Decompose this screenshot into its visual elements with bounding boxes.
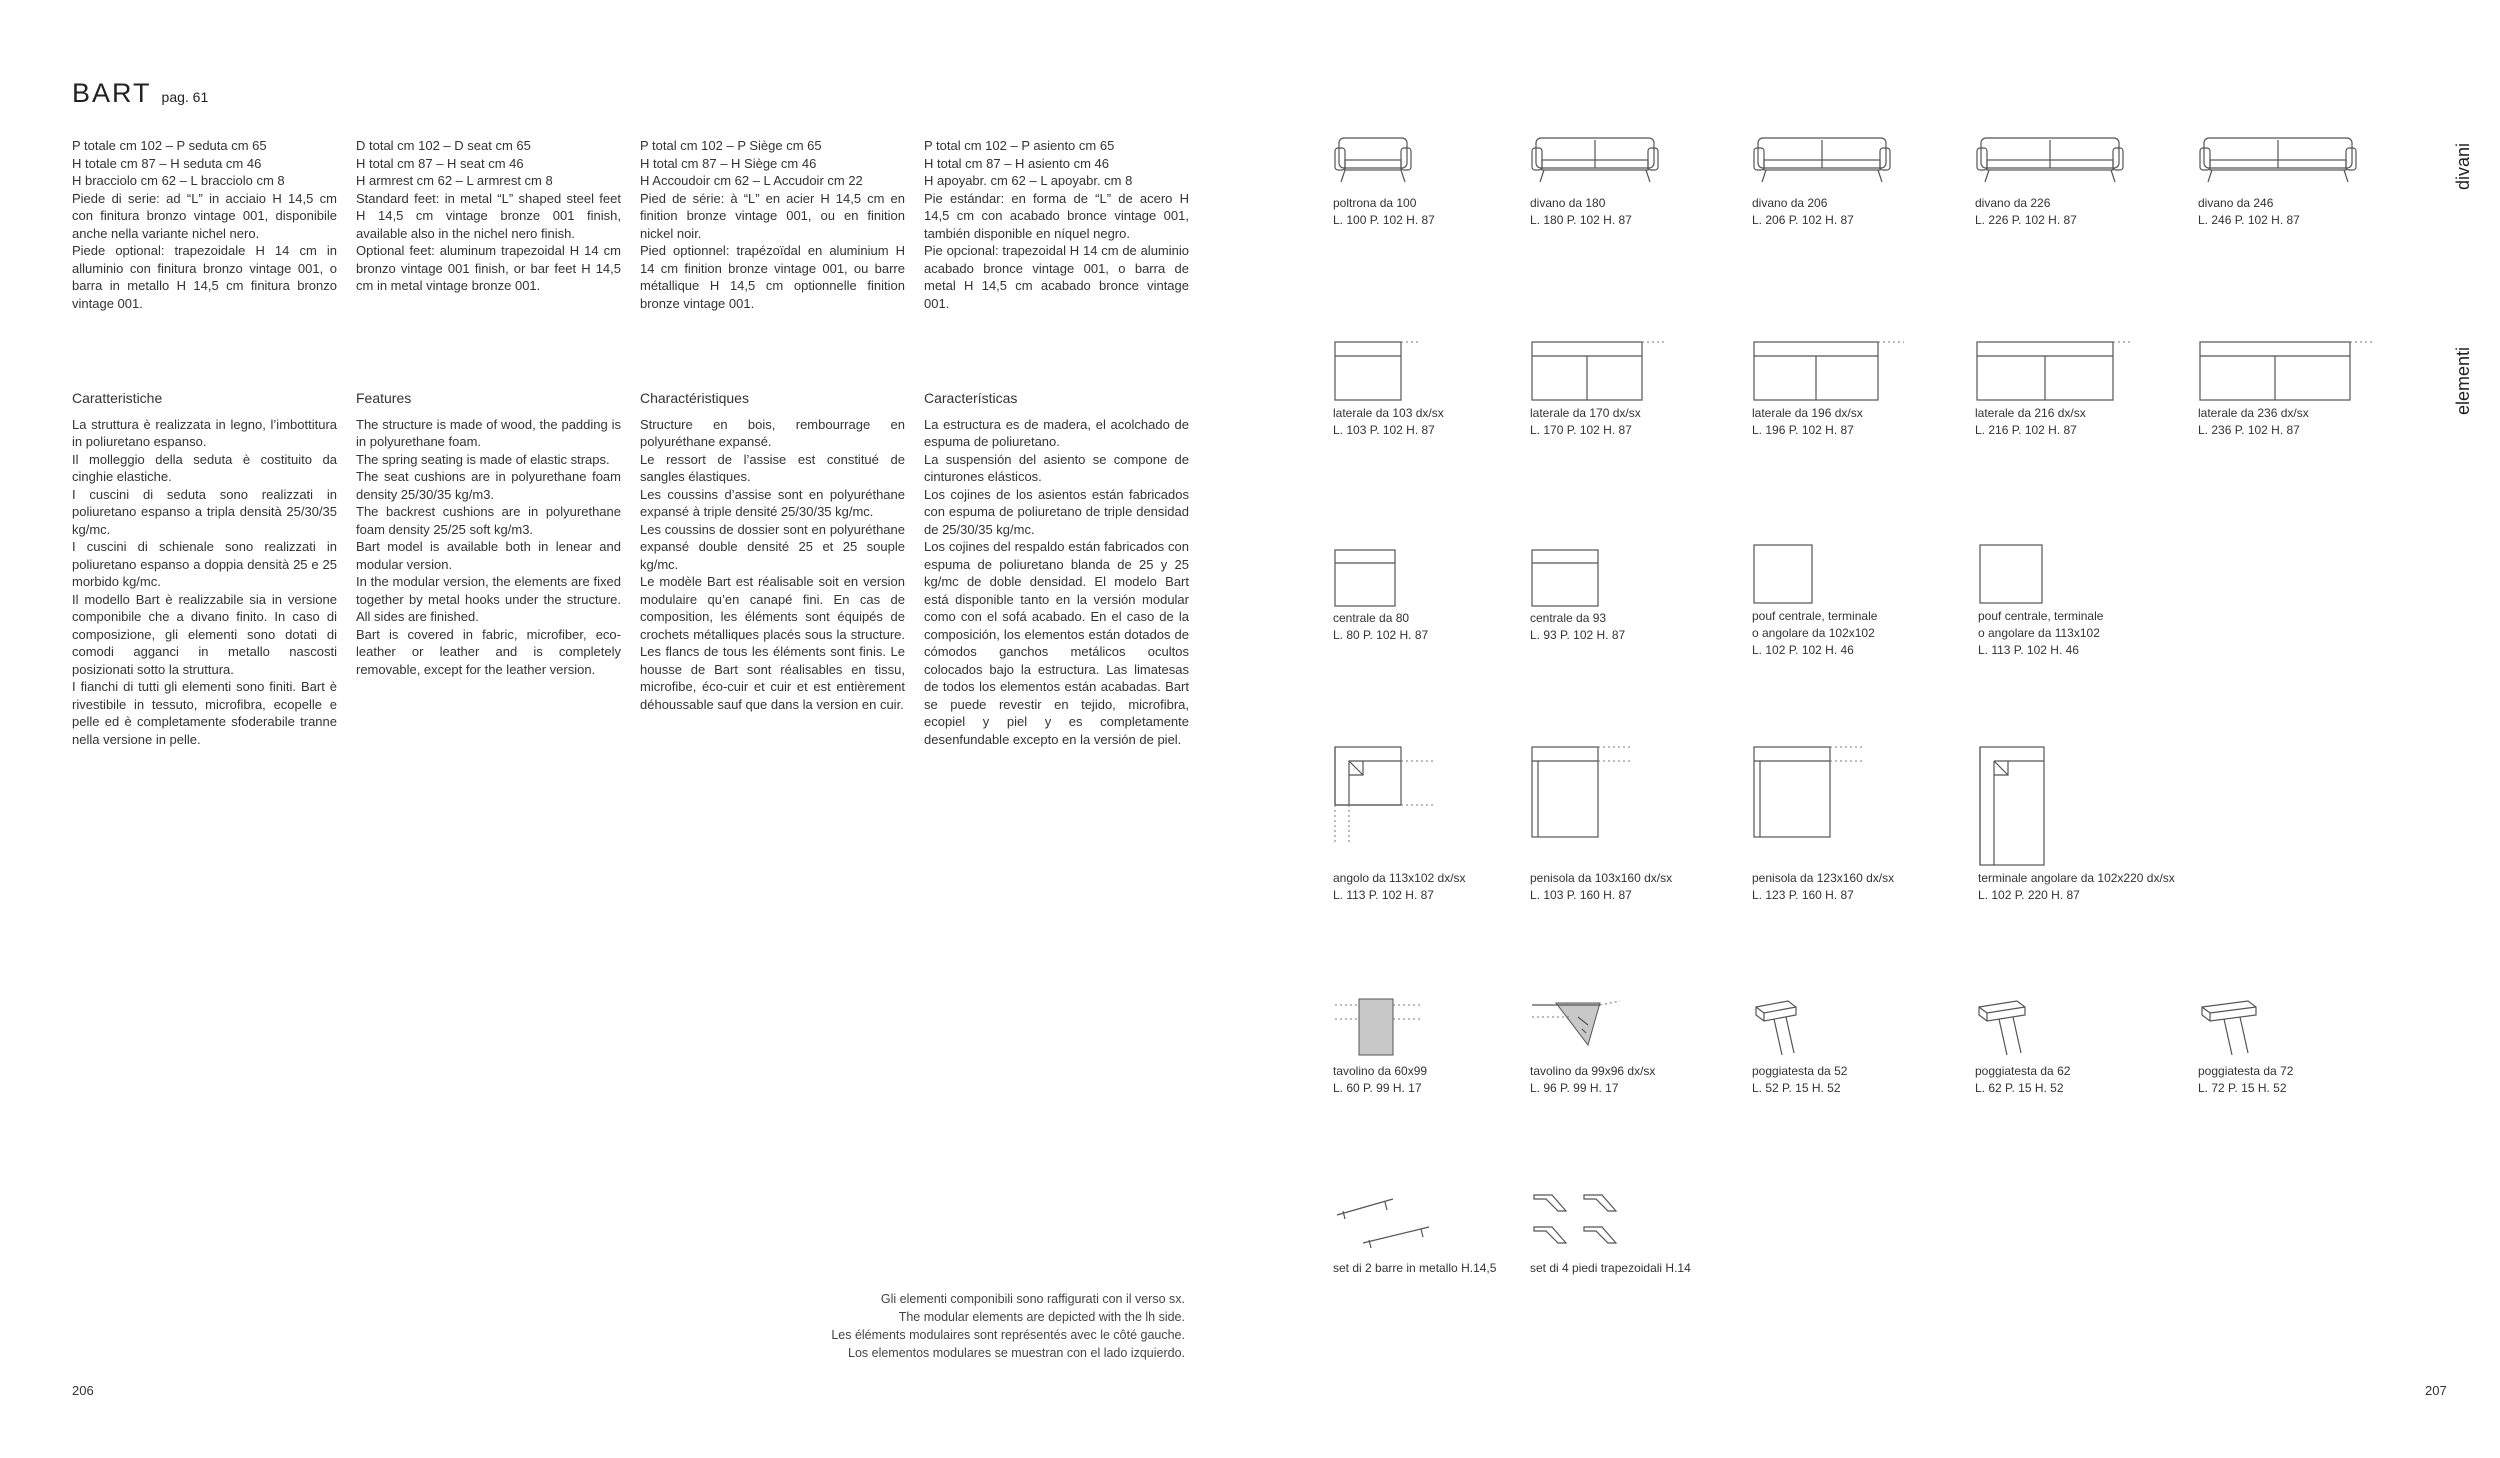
product-pouf-113 bbox=[1978, 543, 2188, 659]
product-divano-246 bbox=[2198, 130, 2408, 229]
product-divano-226 bbox=[1975, 130, 2185, 229]
headrest-icon bbox=[2198, 995, 2293, 1063]
section-heading: Características bbox=[924, 390, 1018, 406]
page-title bbox=[72, 78, 208, 109]
specs-text: P total cm 102 – P Siège cm 65 H total cm 87 – H Siège cm 46 H Accoudoir cm 62 – L Accudoir cm 22 Pied de série: à “L” en acier H 14,5 cm en finition bronze vintage 001, ou en finition nickel noir. Pied optionnel: trapézoïdal en aluminium H 14 cm finition bronze vintage 001, ou barre métallique H 14,5 cm optionnelle finition bronze vintage 001. bbox=[640, 138, 905, 311]
product-laterale-236 bbox=[2198, 340, 2408, 439]
headrest-icon bbox=[1975, 995, 2070, 1063]
headrest-icon bbox=[1752, 995, 1847, 1063]
section-body: Structure en bois, rembourrage en polyuréthane expansé. Le ressort de l’assise est constitué de sangles élastiques. Les coussins d’assise sont en polyuréthane expansé à triple densité 25/30/35 kg/mc. Les coussins de dossier sont en polyuréthane expansé double densité 25 et 25 souple kg/mc. Le modèle Bart est réalisable soit en version modulaire qu’en canapé fini. En cas de composition, les éléments sont équipés de crochets métalliques placés sous la structure. Les flancs de tous les éléments sont finis. Le housse de Bart sont réalisables en tissu, microfibe, éco-cuir et cuir et est entièrement déhoussable sauf que dans la version en cuir. bbox=[640, 416, 905, 712]
product-dimensions: L. 100 P. 102 H. 87 bbox=[1333, 213, 1435, 227]
note-line: Los elementos modulares se muestran con el lado izquierdo. bbox=[848, 1346, 1185, 1360]
product-dimensions: L. 226 P. 102 H. 87 bbox=[1975, 213, 2077, 227]
product-dimensions: L. 206 P. 102 H. 87 bbox=[1752, 213, 1854, 227]
product-dimensions: L. 123 P. 160 H. 87 bbox=[1752, 888, 1854, 902]
section-body: La struttura è realizzata in legno, l’imbottitura in poliuretano espanso. Il molleggio della seduta è costituito da cinghie elastiche. I cuscini di seduta sono realizzati in poliuretano espanso a tripla densità 25/30/35 kg/mc. I cuscini di schienale sono realizzati in poliuretano espanso a doppia densità 25 e 25 morbido kg/mc. Il modello Bart è realizzabile sia in versione componibile che a divano finito. In caso di composizione, gli elementi sono dotati di comodi agganci in metallo nascosti posizionati sotto la struttura. I fianchi di tutti gli elementi sono finiti. Bart è rivestibile in tessuto, microfibra, ecopelle e pelle ed è completamente sfoderabile tranne nella versione in pelle. bbox=[72, 416, 337, 747]
product-dimensions: L. 52 P. 15 H. 52 bbox=[1752, 1081, 1841, 1095]
product-name: terminale angolare da 102x220 dx/sx bbox=[1978, 871, 2175, 885]
product-laterale-216 bbox=[1975, 340, 2185, 439]
product-penisola-123 bbox=[1752, 745, 1962, 904]
product-name: poggiatesta da 72 bbox=[2198, 1064, 2294, 1078]
features-it bbox=[72, 390, 337, 748]
corner-plan-icon bbox=[1333, 745, 1443, 870]
product-centrale-93 bbox=[1530, 548, 1740, 644]
pouf-plan-icon bbox=[1752, 543, 1822, 608]
features-es bbox=[924, 390, 1189, 748]
product-dimensions: L. 96 P. 99 H. 17 bbox=[1530, 1081, 1619, 1095]
product-poggiatesta-72 bbox=[2198, 995, 2408, 1097]
specs-it bbox=[72, 137, 337, 312]
product-name: laterale da 103 dx/sx bbox=[1333, 406, 1444, 420]
product-name: penisola da 123x160 dx/sx bbox=[1752, 871, 1895, 885]
product-dimensions: L. 60 P. 99 H. 17 bbox=[1333, 1081, 1422, 1095]
product-laterale-170 bbox=[1530, 340, 1740, 439]
product-name: poggiatesta da 52 bbox=[1752, 1064, 1848, 1078]
product-name: poltrona da 100 bbox=[1333, 196, 1417, 210]
page-reference: pag. 61 bbox=[161, 89, 209, 105]
specs-text: P total cm 102 – P asiento cm 65 H total cm 87 – H asiento cm 46 H apoyabr. cm 62 – L apoyabr. cm 8 Pie estándar: en forma de “L” de acero H 14,5 cm con acabado bronce vintage 001, también disponible en níquel negro. Pie opcional: trapezoidal H 14 cm de aluminio acabado bronce vintage 001, o barra de metal H 14,5 cm acabado bronce vintage 001. bbox=[924, 138, 1189, 311]
product-divano-206 bbox=[1752, 130, 1962, 229]
product-dimensions: L. 180 P. 102 H. 87 bbox=[1530, 213, 1632, 227]
note-line: The modular elements are depicted with the lh side. bbox=[898, 1310, 1185, 1324]
side-table-icon bbox=[1333, 995, 1428, 1063]
product-dimensions: L. 216 P. 102 H. 87 bbox=[1975, 423, 2077, 437]
note-line: Gli elementi componibili sono raffigurati con il verso sx. bbox=[880, 1292, 1185, 1306]
section-body: The structure is made of wood, the padding is in polyurethane foam. The spring seating is made of elastic straps. The seat cushions are in polyurethane foam density 25/30/35 kg/m3. The backrest cushions are in polyurethane foam density 25/25 soft kg/m3. Bart model is available both in lenear and modular version. In the modular version, the elements are fixed together by metal hooks under the structure. All sides are finished. Bart is covered in fabric, microfiber, eco- leather or leather and is completely removable, except for the leather version. bbox=[356, 416, 621, 677]
product-dimensions: L. 196 P. 102 H. 87 bbox=[1752, 423, 1854, 437]
side-label-divani: divani bbox=[2453, 142, 2473, 190]
product-dimensions: L. 170 P. 102 H. 87 bbox=[1530, 423, 1632, 437]
product-centrale-80 bbox=[1333, 548, 1543, 644]
specs-en bbox=[356, 137, 621, 295]
features-fr bbox=[640, 390, 905, 713]
product-name: tavolino da 60x99 bbox=[1333, 1064, 1428, 1078]
product-dimensions: L. 246 P. 102 H. 87 bbox=[2198, 213, 2300, 227]
specs-text: D total cm 102 – D seat cm 65 H total cm 87 – H seat cm 46 H armrest cm 62 – L armrest cm 8 Standard feet: in metal “L” shaped steel feet H 14,5 cm vintage bronze 001 finish, available also in the nichel nero finish. Optional feet: aluminum trapezoidal H 14 cm bronzo vintage 001 finish, or bar feet H 14,5 cm in metal vintage bronze 001. bbox=[356, 138, 621, 293]
section-heading: Caratteristiche bbox=[72, 390, 163, 406]
model-name: BART bbox=[72, 78, 152, 108]
features-en bbox=[356, 390, 621, 678]
product-poltrona-100 bbox=[1333, 130, 1543, 229]
product-dimensions: L. 103 P. 102 H. 87 bbox=[1333, 423, 1435, 437]
product-poggiatesta-62 bbox=[1975, 995, 2185, 1097]
module-plan-icon bbox=[1530, 340, 1670, 405]
module-plan-icon bbox=[1333, 548, 1403, 610]
product-dimensions: L. 102 P. 220 H. 87 bbox=[1978, 888, 2080, 902]
product-dimensions: L. 102 P. 102 H. 46 bbox=[1752, 643, 1854, 657]
page-number-left: 206 bbox=[72, 1383, 94, 1398]
product-name: laterale da 196 dx/sx bbox=[1752, 406, 1863, 420]
page-number-right: 207 bbox=[2425, 1383, 2447, 1398]
product-name: centrale da 93 bbox=[1530, 611, 1607, 625]
product-name: laterale da 236 dx/sx bbox=[2198, 406, 2309, 420]
side-label-elementi: elementi bbox=[2453, 346, 2473, 415]
product-dimensions: L. 62 P. 15 H. 52 bbox=[1975, 1081, 2064, 1095]
product-dimensions: L. 103 P. 160 H. 87 bbox=[1530, 888, 1632, 902]
specs-text: P totale cm 102 – P seduta cm 65 H totale cm 87 – H seduta cm 46 H bracciolo cm 62 – L bracciolo cm 8 Piede di serie: ad “L” in acciaio H 14,5 cm con finitura bronzo vintage 001, disponibile anche nella variante nichel nero. Piede optional: trapezoidale H 14 cm in alluminio con finitura bronzo vintage 001, o barra in metallo H 14,5 cm finitura bronzo vintage 001. bbox=[72, 138, 337, 311]
product-set-piedi-trapezoidali bbox=[1530, 1185, 1740, 1277]
sofa-front-icon bbox=[1975, 130, 2125, 195]
product-poggiatesta-52 bbox=[1752, 995, 1962, 1097]
product-dimensions: L. 236 P. 102 H. 87 bbox=[2198, 423, 2300, 437]
product-name: centrale da 80 bbox=[1333, 611, 1410, 625]
product-dimensions: L. 72 P. 15 H. 52 bbox=[2198, 1081, 2287, 1095]
module-plan-icon bbox=[1530, 548, 1605, 610]
pouf-plan-icon bbox=[1978, 543, 2053, 608]
note-line: Les éléments modulaires sont représentés avec le côté gauche. bbox=[831, 1328, 1185, 1342]
sofa-front-icon bbox=[1530, 130, 1660, 195]
product-name: laterale da 216 dx/sx bbox=[1975, 406, 2086, 420]
product-name: laterale da 170 dx/sx bbox=[1530, 406, 1641, 420]
chaise-plan-icon bbox=[1530, 745, 1640, 870]
specs-fr bbox=[640, 137, 905, 312]
trapezoidal-feet-icon bbox=[1530, 1185, 1640, 1260]
module-plan-icon bbox=[1333, 340, 1423, 405]
specs-es bbox=[924, 137, 1189, 312]
product-set-barre bbox=[1333, 1185, 1543, 1277]
terminal-corner-plan-icon bbox=[1978, 745, 2088, 870]
product-dimensions: L. 113 P. 102 H. 87 bbox=[1333, 888, 1434, 902]
product-name: tavolino da 99x96 dx/sx bbox=[1530, 1064, 1656, 1078]
sofa-front-icon bbox=[1752, 130, 1892, 195]
product-laterale-196 bbox=[1752, 340, 1962, 439]
sofa-front-icon bbox=[2198, 130, 2358, 195]
product-pouf-102 bbox=[1752, 543, 1962, 659]
module-plan-icon bbox=[2198, 340, 2378, 405]
product-laterale-103 bbox=[1333, 340, 1543, 439]
product-angolo-113 bbox=[1333, 745, 1543, 904]
product-name: divano da 180 bbox=[1530, 196, 1606, 210]
product-name: divano da 206 bbox=[1752, 196, 1828, 210]
chaise-plan-icon bbox=[1752, 745, 1872, 870]
product-name: pouf centrale, terminale o angolare da 113x102 bbox=[1978, 609, 2104, 640]
product-dimensions: L. 80 P. 102 H. 87 bbox=[1333, 628, 1429, 642]
product-name: divano da 226 bbox=[1975, 196, 2051, 210]
product-name: set di 4 piedi trapezoidali H.14 bbox=[1530, 1261, 1691, 1275]
product-name: pouf centrale, terminale o angolare da 102x102 bbox=[1752, 609, 1878, 640]
section-heading: Charactéristiques bbox=[640, 390, 749, 406]
product-penisola-103 bbox=[1530, 745, 1740, 904]
product-divano-180 bbox=[1530, 130, 1740, 229]
sofa-front-icon bbox=[1333, 130, 1413, 195]
product-name: poggiatesta da 62 bbox=[1975, 1064, 2071, 1078]
product-name: divano da 246 bbox=[2198, 196, 2274, 210]
section-body: La estructura es de madera, el acolchado de espuma de poliuretano. La suspensión del asiento se compone de cinturones elásticos. Los cojines de los asientos están fabricados con espuma de poliuretano de triple densidad de 25/30/35 kg/mc. Los cojines del respaldo están fabricados con espuma de poliuretano blanda de 25 y 25 kg/mc de doble densidad. El modelo Bart está disponible tanto en la versión modular como con el sofá acabado. En el caso de la composición, los elementos están dotados de cómodos ganchos metálicos ocultos colocados bajo la estructura. Las limatesas de todos los elementos están acabadas. Bart se puede revestir en tejido, microfibra, ecopiel y piel y es completamente desenfundable excepto en la versión de piel. bbox=[924, 416, 1189, 747]
product-dimensions: L. 113 P. 102 H. 46 bbox=[1978, 643, 2079, 657]
product-name: angolo da 113x102 dx/sx bbox=[1333, 871, 1466, 885]
product-tavolino-60 bbox=[1333, 995, 1543, 1097]
product-tavolino-99 bbox=[1530, 995, 1740, 1097]
section-heading: Features bbox=[356, 390, 412, 406]
product-terminale-angolare bbox=[1978, 745, 2188, 904]
product-name: penisola da 103x160 dx/sx bbox=[1530, 871, 1673, 885]
module-plan-icon bbox=[1975, 340, 2135, 405]
modular-note bbox=[560, 1290, 1185, 1362]
bar-feet-icon bbox=[1333, 1185, 1443, 1260]
corner-table-icon bbox=[1530, 995, 1625, 1063]
product-dimensions: L. 93 P. 102 H. 87 bbox=[1530, 628, 1626, 642]
product-name: set di 2 barre in metallo H.14,5 bbox=[1333, 1261, 1497, 1275]
module-plan-icon bbox=[1752, 340, 1912, 405]
